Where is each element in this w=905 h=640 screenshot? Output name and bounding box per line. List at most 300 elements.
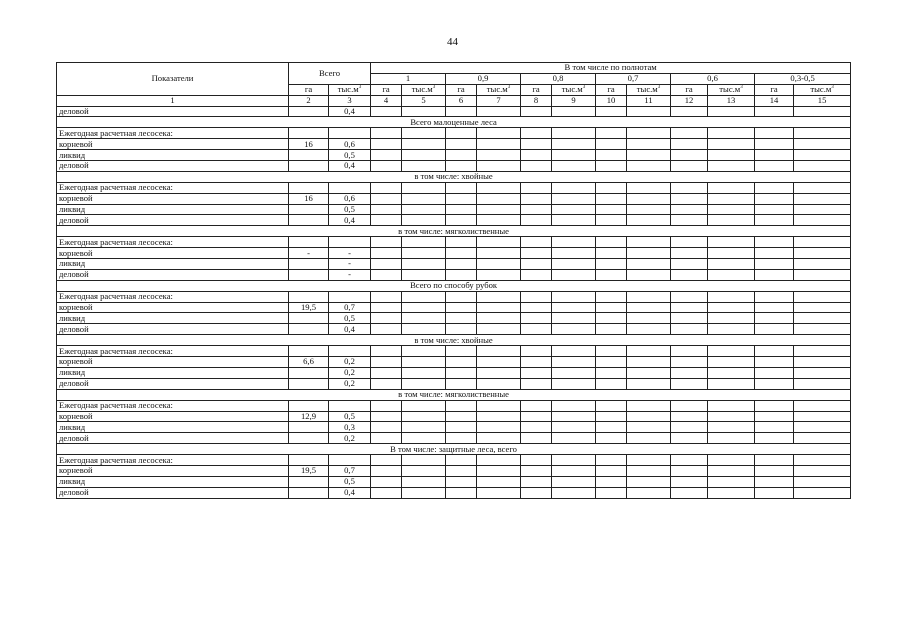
density-value-cell	[755, 215, 794, 226]
total-ha-cell: 19,5	[289, 465, 329, 476]
unit-volume-superscript: 3	[740, 85, 743, 91]
density-value-cell	[371, 302, 402, 313]
density-value-cell	[371, 433, 402, 444]
density-value-cell	[552, 357, 596, 368]
density-value-cell	[521, 476, 552, 487]
density-value-cell	[671, 193, 708, 204]
density-value-cell	[402, 346, 446, 357]
density-value-cell	[708, 237, 755, 248]
total-ha-cell: 19,5	[289, 302, 329, 313]
density-value-cell	[755, 128, 794, 139]
total-ha-cell	[289, 150, 329, 161]
density-value-cell	[794, 139, 851, 150]
density-value-cell	[671, 465, 708, 476]
density-value-cell	[708, 367, 755, 378]
density-value-cell	[402, 433, 446, 444]
density-value-cell	[708, 487, 755, 498]
total-volume-cell: 0,6	[329, 193, 371, 204]
row-label: ликвид	[57, 367, 289, 378]
density-value-cell	[755, 367, 794, 378]
total-ha-cell	[289, 106, 329, 117]
density-value-cell	[627, 422, 671, 433]
density-value-cell	[371, 411, 402, 422]
density-value-cell	[596, 422, 627, 433]
density-value-cell	[552, 204, 596, 215]
total-ha-cell: 16	[289, 193, 329, 204]
density-value-cell	[794, 455, 851, 466]
density-value-cell	[371, 465, 402, 476]
row-label: Ежегодная расчетная лесосека:	[57, 291, 289, 302]
density-value-cell	[477, 215, 521, 226]
header-unit-ha: га	[371, 84, 402, 95]
density-value-cell	[627, 150, 671, 161]
density-value-cell	[627, 313, 671, 324]
row-label: корневой	[57, 465, 289, 476]
column-number: 2	[289, 95, 329, 106]
density-value-cell	[755, 269, 794, 280]
density-value-cell	[371, 422, 402, 433]
density-value-cell	[552, 367, 596, 378]
density-value-cell	[755, 259, 794, 270]
density-value-cell	[794, 302, 851, 313]
density-value-cell	[755, 302, 794, 313]
density-value-cell	[402, 291, 446, 302]
density-value-cell	[755, 422, 794, 433]
density-value-cell	[371, 367, 402, 378]
row-label: деловой	[57, 433, 289, 444]
density-value-cell	[402, 313, 446, 324]
density-value-cell	[671, 422, 708, 433]
density-value-cell	[671, 378, 708, 389]
total-ha-cell	[289, 400, 329, 411]
density-value-cell	[402, 302, 446, 313]
density-value-cell	[794, 465, 851, 476]
density-value-cell	[627, 106, 671, 117]
density-value-cell	[627, 346, 671, 357]
density-value-cell	[402, 193, 446, 204]
table-row	[57, 313, 851, 324]
density-value-cell	[671, 269, 708, 280]
density-value-cell	[708, 139, 755, 150]
row-label: деловой	[57, 487, 289, 498]
density-value-cell	[755, 150, 794, 161]
section-row	[57, 171, 851, 182]
table-row	[57, 248, 851, 259]
density-value-cell	[708, 313, 755, 324]
total-volume-cell: 0,5	[329, 150, 371, 161]
total-volume-cell: 0,7	[329, 302, 371, 313]
header-unit-ha: га	[671, 84, 708, 95]
density-value-cell	[755, 291, 794, 302]
total-volume-cell: 0,4	[329, 106, 371, 117]
density-value-cell	[794, 346, 851, 357]
total-ha-cell	[289, 367, 329, 378]
header-by-density: В том числе по полнотам	[371, 63, 851, 74]
unit-volume-superscript: 3	[432, 85, 436, 91]
density-value-cell	[371, 291, 402, 302]
row-label: ликвид	[57, 476, 289, 487]
section-title: в том числе: мягколиственные	[57, 226, 851, 237]
total-volume-cell: 0,2	[329, 433, 371, 444]
density-value-cell	[446, 161, 477, 172]
density-value-cell	[708, 465, 755, 476]
table-row	[57, 422, 851, 433]
density-value-cell	[708, 411, 755, 422]
row-label: ликвид	[57, 313, 289, 324]
density-value-cell	[755, 139, 794, 150]
density-value-cell	[755, 400, 794, 411]
density-value-cell	[627, 367, 671, 378]
table-row	[57, 161, 851, 172]
density-value-cell	[402, 455, 446, 466]
density-value-cell	[755, 378, 794, 389]
density-value-cell	[552, 411, 596, 422]
section-row	[57, 117, 851, 128]
density-value-cell	[402, 367, 446, 378]
density-value-cell	[521, 139, 552, 150]
density-value-cell	[371, 455, 402, 466]
row-label: ликвид	[57, 150, 289, 161]
total-volume-cell	[329, 400, 371, 411]
total-ha-cell: 16	[289, 139, 329, 150]
header-indicators: Показатели	[57, 63, 289, 96]
unit-volume-superscript: 3	[507, 85, 511, 91]
density-value-cell	[477, 346, 521, 357]
density-value-cell	[708, 433, 755, 444]
density-value-cell	[402, 476, 446, 487]
density-value-cell	[794, 487, 851, 498]
unit-volume-text: тыс.м	[561, 84, 583, 95]
density-value-cell	[371, 182, 402, 193]
density-value-cell	[477, 139, 521, 150]
total-ha-cell	[289, 215, 329, 226]
density-value-cell	[552, 422, 596, 433]
density-value-cell	[521, 455, 552, 466]
density-value-cell	[627, 139, 671, 150]
density-value-cell	[402, 487, 446, 498]
header-unit-volume	[627, 84, 671, 95]
row-label: Ежегодная расчетная лесосека:	[57, 346, 289, 357]
density-value-cell	[627, 248, 671, 259]
density-value-cell	[477, 182, 521, 193]
total-volume-cell: -	[329, 269, 371, 280]
section-row	[57, 444, 851, 455]
density-value-cell	[755, 465, 794, 476]
table-row	[57, 346, 851, 357]
table-row	[57, 465, 851, 476]
density-value-cell	[755, 161, 794, 172]
density-value-cell	[477, 313, 521, 324]
density-value-cell	[627, 128, 671, 139]
density-value-cell	[794, 182, 851, 193]
density-value-cell	[596, 106, 627, 117]
table-row	[57, 139, 851, 150]
density-value-cell	[708, 291, 755, 302]
density-value-cell	[477, 193, 521, 204]
table-row	[57, 367, 851, 378]
density-value-cell	[671, 400, 708, 411]
density-value-cell	[596, 161, 627, 172]
density-value-cell	[596, 378, 627, 389]
density-value-cell	[708, 150, 755, 161]
density-value-cell	[596, 259, 627, 270]
density-value-cell	[794, 269, 851, 280]
density-value-cell	[552, 324, 596, 335]
unit-volume-text: тыс.м	[636, 84, 658, 95]
density-value-cell	[402, 269, 446, 280]
density-value-cell	[596, 313, 627, 324]
table-row	[57, 106, 851, 117]
density-value-cell	[402, 259, 446, 270]
density-value-cell	[794, 400, 851, 411]
section-row	[57, 389, 851, 400]
density-value-cell	[446, 411, 477, 422]
density-value-cell	[671, 487, 708, 498]
density-value-cell	[671, 357, 708, 368]
table-row	[57, 193, 851, 204]
density-value-cell	[596, 128, 627, 139]
density-value-cell	[671, 259, 708, 270]
density-value-cell	[708, 161, 755, 172]
density-value-cell	[671, 302, 708, 313]
density-value-cell	[671, 248, 708, 259]
total-volume-cell: 0,4	[329, 487, 371, 498]
column-number: 9	[552, 95, 596, 106]
density-value-cell	[596, 302, 627, 313]
density-value-cell	[521, 400, 552, 411]
density-value-cell	[446, 259, 477, 270]
density-value-cell	[371, 128, 402, 139]
header-unit-ha: га	[755, 84, 794, 95]
density-value-cell	[521, 215, 552, 226]
column-number: 14	[755, 95, 794, 106]
density-value-cell	[671, 204, 708, 215]
density-value-cell	[446, 324, 477, 335]
density-value-cell	[671, 455, 708, 466]
density-value-cell	[477, 400, 521, 411]
total-volume-cell	[329, 291, 371, 302]
density-value-cell	[521, 204, 552, 215]
density-value-cell	[477, 259, 521, 270]
table-row	[57, 433, 851, 444]
density-value-cell	[552, 400, 596, 411]
density-value-cell	[402, 248, 446, 259]
row-label: ликвид	[57, 204, 289, 215]
row-label: корневой	[57, 139, 289, 150]
density-value-cell	[446, 215, 477, 226]
total-ha-cell	[289, 204, 329, 215]
density-value-cell	[446, 204, 477, 215]
density-value-cell	[755, 346, 794, 357]
total-volume-cell	[329, 182, 371, 193]
density-value-cell	[671, 411, 708, 422]
density-value-cell	[477, 422, 521, 433]
density-value-cell	[477, 204, 521, 215]
header-density: 0,3-0,5	[755, 73, 851, 84]
density-value-cell	[521, 150, 552, 161]
section-title: в том числе: мягколиственные	[57, 389, 851, 400]
column-number: 15	[794, 95, 851, 106]
density-value-cell	[794, 128, 851, 139]
density-value-cell	[521, 487, 552, 498]
density-value-cell	[477, 324, 521, 335]
density-value-cell	[477, 433, 521, 444]
header-density: 0,9	[446, 73, 521, 84]
density-value-cell	[755, 324, 794, 335]
density-value-cell	[446, 433, 477, 444]
density-value-cell	[477, 291, 521, 302]
density-value-cell	[371, 487, 402, 498]
total-volume-cell: 0,2	[329, 378, 371, 389]
density-value-cell	[402, 324, 446, 335]
density-value-cell	[794, 161, 851, 172]
density-value-cell	[596, 193, 627, 204]
total-ha-cell	[289, 313, 329, 324]
density-value-cell	[794, 106, 851, 117]
density-value-cell	[552, 302, 596, 313]
header-unit-volume	[794, 84, 851, 95]
density-value-cell	[402, 106, 446, 117]
row-label: ликвид	[57, 259, 289, 270]
density-value-cell	[794, 313, 851, 324]
header-density: 0,6	[671, 73, 755, 84]
total-ha-cell	[289, 128, 329, 139]
density-value-cell	[521, 465, 552, 476]
density-value-cell	[552, 378, 596, 389]
column-number: 8	[521, 95, 552, 106]
density-value-cell	[708, 248, 755, 259]
total-ha-cell	[289, 182, 329, 193]
density-value-cell	[552, 433, 596, 444]
density-value-cell	[477, 455, 521, 466]
column-number: 12	[671, 95, 708, 106]
density-value-cell	[755, 411, 794, 422]
density-value-cell	[371, 193, 402, 204]
density-value-cell	[794, 367, 851, 378]
density-value-cell	[521, 248, 552, 259]
table-row	[57, 259, 851, 270]
density-value-cell	[552, 248, 596, 259]
density-value-cell	[708, 302, 755, 313]
density-value-cell	[794, 259, 851, 270]
density-value-cell	[477, 357, 521, 368]
density-value-cell	[521, 193, 552, 204]
header-density: 1	[371, 73, 446, 84]
density-value-cell	[402, 204, 446, 215]
column-number: 6	[446, 95, 477, 106]
table-row	[57, 324, 851, 335]
unit-volume-superscript: 3	[582, 85, 586, 91]
table-row	[57, 400, 851, 411]
unit-volume-superscript: 3	[831, 85, 834, 91]
unit-volume-superscript: 3	[657, 85, 661, 91]
density-value-cell	[552, 128, 596, 139]
column-number: 11	[627, 95, 671, 106]
density-value-cell	[552, 182, 596, 193]
header-density: 0,7	[596, 73, 671, 84]
column-number: 10	[596, 95, 627, 106]
section-title: В том числе: защитные леса, всего	[57, 444, 851, 455]
row-label: Ежегодная расчетная лесосека:	[57, 400, 289, 411]
density-value-cell	[755, 357, 794, 368]
density-value-cell	[552, 259, 596, 270]
density-value-cell	[446, 106, 477, 117]
density-value-cell	[446, 476, 477, 487]
density-value-cell	[755, 248, 794, 259]
total-ha-cell: 12,9	[289, 411, 329, 422]
total-ha-cell	[289, 433, 329, 444]
density-value-cell	[446, 139, 477, 150]
density-value-cell	[627, 378, 671, 389]
unit-volume-text: тыс.м	[411, 84, 433, 95]
density-value-cell	[794, 378, 851, 389]
total-volume-cell: 0,3	[329, 422, 371, 433]
density-value-cell	[446, 465, 477, 476]
density-value-cell	[627, 487, 671, 498]
density-value-cell	[794, 248, 851, 259]
density-value-cell	[627, 455, 671, 466]
density-value-cell	[371, 400, 402, 411]
total-volume-cell: 0,5	[329, 313, 371, 324]
density-value-cell	[446, 367, 477, 378]
density-value-cell	[671, 367, 708, 378]
density-value-cell	[477, 411, 521, 422]
density-value-cell	[794, 193, 851, 204]
density-value-cell	[596, 487, 627, 498]
density-value-cell	[371, 139, 402, 150]
density-value-cell	[552, 476, 596, 487]
density-value-cell	[671, 128, 708, 139]
density-value-cell	[755, 476, 794, 487]
density-value-cell	[446, 357, 477, 368]
row-label: корневой	[57, 357, 289, 368]
total-ha-cell	[289, 237, 329, 248]
density-value-cell	[402, 378, 446, 389]
density-value-cell	[446, 422, 477, 433]
table-row	[57, 411, 851, 422]
density-value-cell	[521, 128, 552, 139]
table-row	[57, 378, 851, 389]
total-volume-cell: 0,5	[329, 204, 371, 215]
density-value-cell	[596, 215, 627, 226]
density-value-cell	[708, 476, 755, 487]
density-value-cell	[596, 248, 627, 259]
density-value-cell	[627, 215, 671, 226]
density-value-cell	[552, 487, 596, 498]
density-value-cell	[552, 161, 596, 172]
density-value-cell	[794, 215, 851, 226]
header-unit-volume	[477, 84, 521, 95]
unit-volume-text: тыс.м	[810, 84, 832, 95]
density-value-cell	[755, 455, 794, 466]
density-value-cell	[627, 302, 671, 313]
density-value-cell	[371, 313, 402, 324]
density-value-cell	[671, 237, 708, 248]
total-volume-cell: 0,4	[329, 324, 371, 335]
density-value-cell	[627, 357, 671, 368]
density-value-cell	[794, 237, 851, 248]
density-value-cell	[596, 204, 627, 215]
table-row	[57, 128, 851, 139]
density-value-cell	[446, 193, 477, 204]
density-value-cell	[402, 139, 446, 150]
density-value-cell	[521, 237, 552, 248]
density-value-cell	[446, 378, 477, 389]
density-value-cell	[371, 269, 402, 280]
section-title: Всего по способу рубок	[57, 280, 851, 291]
density-value-cell	[708, 204, 755, 215]
total-ha-cell: 6,6	[289, 357, 329, 368]
